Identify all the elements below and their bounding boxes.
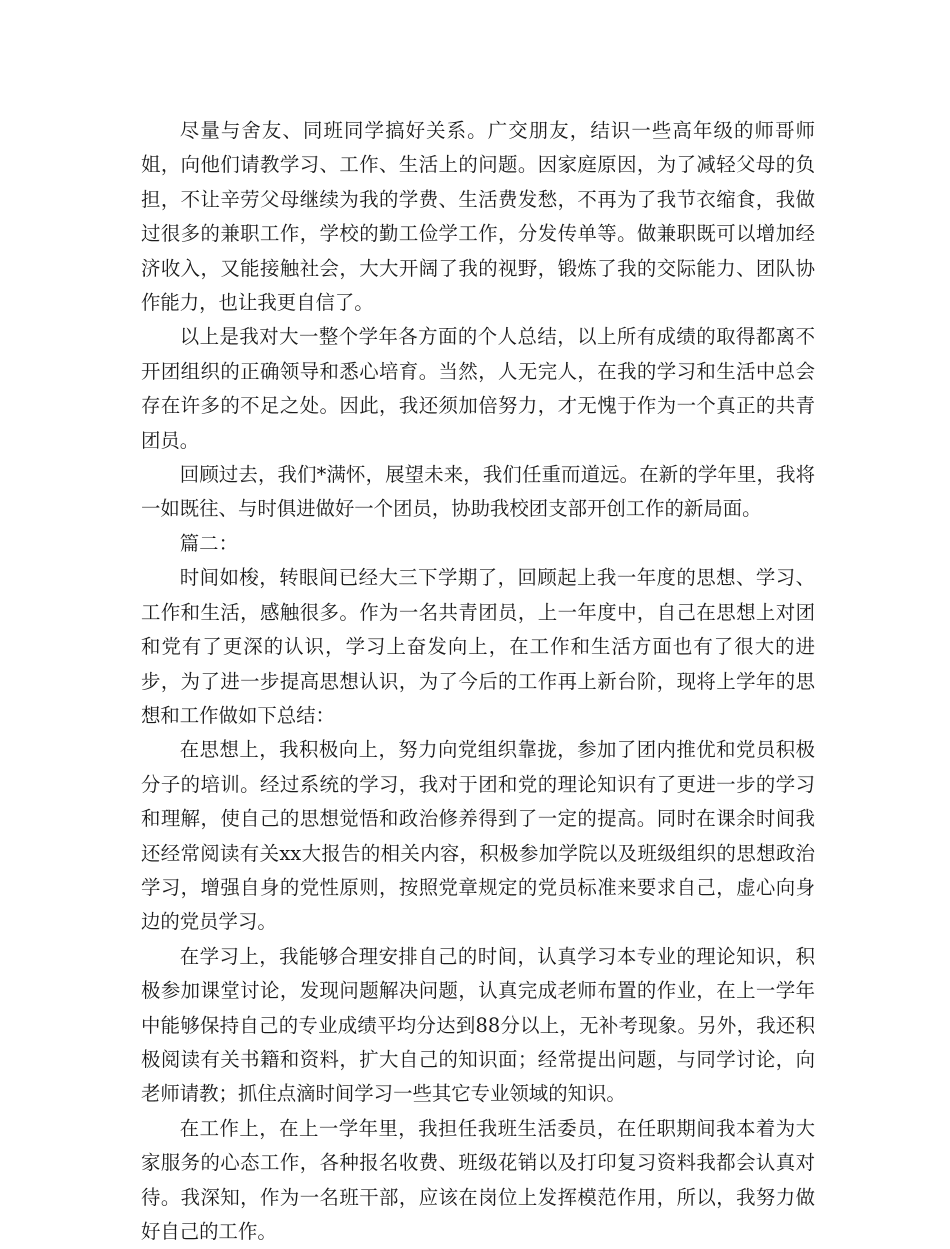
document-body [141, 114, 815, 1249]
paragraph-work: 在工作上，在上一学年里，我担任我班生活委员，在任职期间我本着为大家服务的心态工作，各种报名收费、班级花销以及打印复习资料我都会认真对待。我深知，作为一名班干部，应该在岗位上发挥模范作用，所以，我努力做好自己的工作。 [141, 1116, 815, 1243]
paragraph-outlook: 回顾过去，我们*满怀，展望未来，我们任重而道远。在新的学年里，我将一如既往、与时俱进做好一个团员，协助我校团支部开创工作的新局面。 [141, 463, 815, 521]
paragraph-summary: 以上是我对大一整个学年各方面的个人总结，以上所有成绩的取得都离不开团组织的正确领导和悉心培育。当然，人无完人，在我的学习和生活中总会存在许多的不足之处。因此，我还须加倍努力，才无愧于作为一个真正的共青团员。 [141, 325, 815, 452]
paragraph-study: 在学习上，我能够合理安排自己的时间，认真学习本专业的理论知识，积极参加课堂讨论，发现问题解决问题，认真完成老师布置的作业，在上一学年中能够保持自己的专业成绩平均分达到88分以上，无补考现象。另外，我还积极阅读有关书籍和资料，扩大自己的知识面；经常提出问题，与同学讨论，向老师请教；抓住点滴时间学习一些其它专业领域的知识。 [141, 944, 815, 1106]
paragraph-relationships: 尽量与舍友、同班同学搞好关系。广交朋友，结识一些高年级的师哥师姐，向他们请教学习、工作、生活上的问题。因家庭原因，为了减轻父母的负担，不让辛劳父母继续为我的学费、生活费发愁，不再为了我节衣缩食，我做过很多的兼职工作，学校的勤工俭学工作，分发传单等。做兼职既可以增加经济收入，又能接触社会，大大开阔了我的视野，锻炼了我的交际能力、团队协作能力，也让我更自信了。 [141, 119, 815, 315]
paragraph-intro: 时间如梭，转眼间已经大三下学期了，回顾起上我一年度的思想、学习、工作和生活，感触很多。作为一名共青团员，上一年度中，自己在思想上对团和党有了更深的认识，学习上奋发向上，在工作和生活方面也有了很大的进步，为了进一步提高思想认识，为了今后的工作再上新台阶，现将上学年的思想和工作做如下总结： [141, 566, 815, 727]
section-heading: 篇二： [179, 531, 238, 555]
paragraph-thought: 在思想上，我积极向上，努力向党组织靠拢，参加了团内推优和党员积极分子的培训。经过系统的学习，我对于团和党的理论知识有了更进一步的学习和理解，使自己的思想觉悟和政治修养得到了一定的提高。同时在课余时间我还经常阅读有关xx大报告的相关内容，积极参加学院以及班级组织的思想政治学习，增强自身的党性原则，按照党章规定的党员标准来要求自己，虚心向身边的党员学习。 [141, 738, 815, 934]
